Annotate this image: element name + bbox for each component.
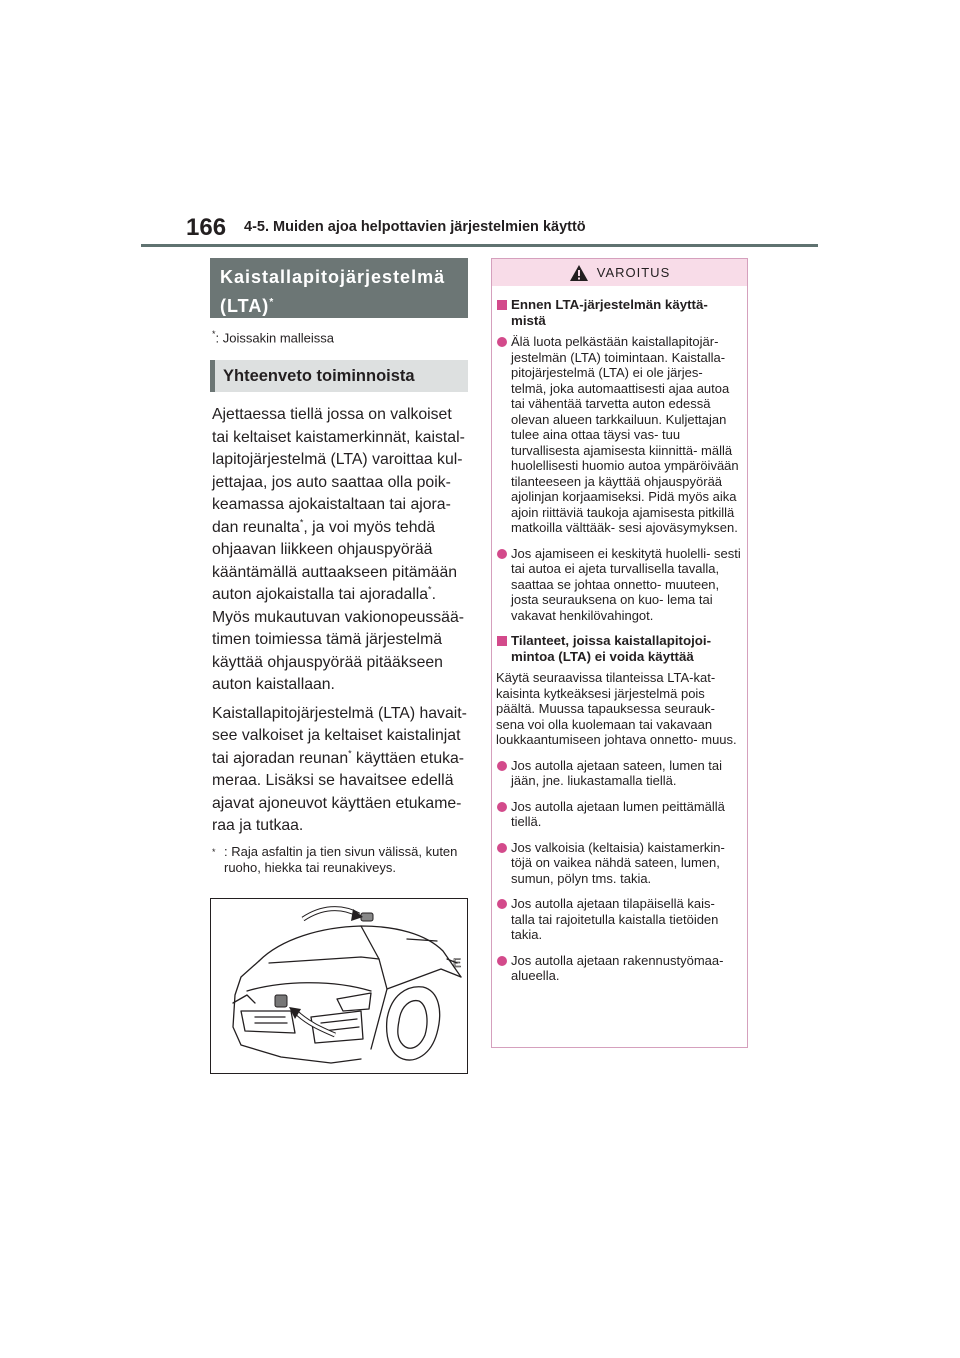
footnote-text: : Joissakin malleissa: [215, 330, 335, 346]
warning-item: [496, 799, 741, 830]
round-bullet-icon: [497, 761, 507, 771]
round-bullet-icon: [497, 802, 507, 812]
p1-asterisk-2: *: [428, 585, 432, 596]
footnote-mark: *: [212, 329, 216, 339]
warning-item: [496, 953, 741, 984]
round-bullet-icon: [497, 956, 507, 966]
warning-item: [496, 334, 741, 536]
warning-item-text: Jos ajamiseen ei keskitytä huolelli- sesti tai autoa ei ajeta turvallisella tavalla, saattaa se johtaa onnetto- muuteen, josta seurauksena on kuo- lema tai vakavat henkilövahingot.: [511, 545, 741, 623]
svg-text:E: E: [453, 955, 462, 970]
footnote: [210, 326, 468, 346]
sub-heading: Yhteenveto toiminnoista: [210, 360, 468, 392]
warning-item-text: Jos autolla ajetaan rakennustyömaa- alueella.: [511, 952, 724, 983]
car-drawing: [211, 899, 467, 1073]
main-heading-box: [210, 258, 468, 318]
warning-item-text: Älä luota pelkästään kaistallapitojär- jestelmän (LTA) toimintaan. Kaistalla- pitojärjestelmä (LTA) ei ole järjes- telmä, joka automaattisesti ajaa autoa tai vähentää tarvetta auton edessä olevan alueen tarkkailuun. Kuljettajan tulee aina ottaa täysi vas- tuu turvallisesta ajamisesta kiinnittä- mällä huolellisesti huomio autoa ympäröivään tilanteeseen ja käyttää ohjauspyörää ajolinjan korjaamiseksi. Pidä myös aika ajoin riittäviä taukoja ajamisesta pitkillä matkoilla välttääk- sesi ajoväsymyksen.: [511, 334, 739, 535]
round-bullet-icon: [497, 899, 507, 909]
page-number: 166: [186, 214, 227, 241]
warning-item: [496, 758, 741, 789]
round-bullet-icon: [497, 549, 507, 559]
p1-asterisk-1: *: [299, 517, 304, 528]
warning-heading-2: [496, 633, 741, 664]
warning-paragraph: Käytä seuraavissa tilanteissa LTA-kat- kaisinta kytkeäksesi järjestelmä pois päältä. Muussa tapauksessa seurauk- sena voi olla kuolemaan tai vakavaan loukkaantumiseen johtava onnetto- muus.: [496, 670, 737, 747]
warning-item-text: Jos autolla ajetaan lumen peittämällä tiellä.: [511, 798, 725, 829]
warning-box: [491, 258, 748, 1048]
square-bullet-icon: [497, 300, 507, 310]
main-heading: Kaistallapitojärjestelmä (LTA): [220, 267, 446, 316]
warning-heading-1: [496, 297, 741, 328]
note-2-text: : Raja asfaltin ja tien sivun välissä, kuten ruoho, hiekka tai reunakiveys.: [224, 843, 458, 875]
p2-part-a: Kaistallapitojärjestelmä (LTA) havait- see valkoiset ja keltaiset kaistalinjat tai ajoradan reunan: [212, 704, 467, 767]
note-2-mark: *: [212, 846, 216, 857]
p1-part-c: . Myös mukautuvan vakionopeussää- timen toimiessa tämä järjestelmä käyttää ohjauspyörää pitääkseen auton kaistallaan.: [212, 586, 465, 694]
section-title: 4-5. Muiden ajoa helpottavien järjestelmien käyttö: [244, 219, 586, 235]
square-bullet-icon: [497, 636, 507, 646]
warning-item: [496, 546, 741, 624]
warning-item: [496, 896, 741, 943]
warning-triangle-icon: [569, 264, 589, 282]
warning-item-text: Jos autolla ajetaan tilapäisellä kais- talla tai rajoitetulla kaistalla tietöiden takia.: [511, 896, 719, 942]
note-2: [212, 844, 468, 876]
left-column: [210, 258, 468, 1074]
warning-item: [496, 840, 741, 887]
warning-header: [492, 259, 747, 286]
header-rule: [141, 244, 818, 247]
car-illustration: [210, 898, 468, 1074]
body-paragraph-2: [212, 703, 468, 838]
warning-title: VAROITUS: [596, 265, 671, 280]
p2-asterisk: *: [348, 748, 352, 759]
warning-item-text: Jos valkoisia (keltaisia) kaistamerkin- töjä on vaikea nähdä sateen, lumen, sumun, pölyn tms. takia.: [511, 839, 725, 886]
body-paragraph-1: [212, 404, 468, 697]
warning-body: [492, 286, 747, 984]
main-heading-asterisk: *: [269, 297, 275, 308]
warning-heading-2-text: Tilanteet, joissa kaistallapitojoi- mintoa (LTA) ei voida käyttää: [511, 633, 712, 664]
round-bullet-icon: [497, 337, 507, 347]
p1-part-a: Ajettaessa tiellä jossa on valkoiset tai keltaiset kaistamerkinnät, kaistal- lapitojärjestelmä (LTA) varoittaa kul- jettajaa, jos auto saattaa olla poik- keamassa ajokaistaltaan tai ajora- dan reunalta: [212, 406, 465, 536]
p1-part-b: , ja voi myös tehdä ohjaavan liikkeen ohjauspyörää kääntämällä auttaakseen pitämään auton ajokaistalla tai ajoradalla: [212, 518, 458, 604]
warning-item-text: Jos autolla ajetaan sateen, lumen tai jään, jne. liukastamalla tiellä.: [511, 757, 723, 788]
warning-heading-1-text: Ennen LTA-järjestelmän käyttä- mistä: [511, 297, 708, 328]
round-bullet-icon: [497, 843, 507, 853]
p2-part-b: käyttäen etuka- meraa. Lisäksi se havaitsee edellä ajavat ajoneuvot käyttäen etukame- raa ja tutkaa.: [212, 749, 465, 835]
